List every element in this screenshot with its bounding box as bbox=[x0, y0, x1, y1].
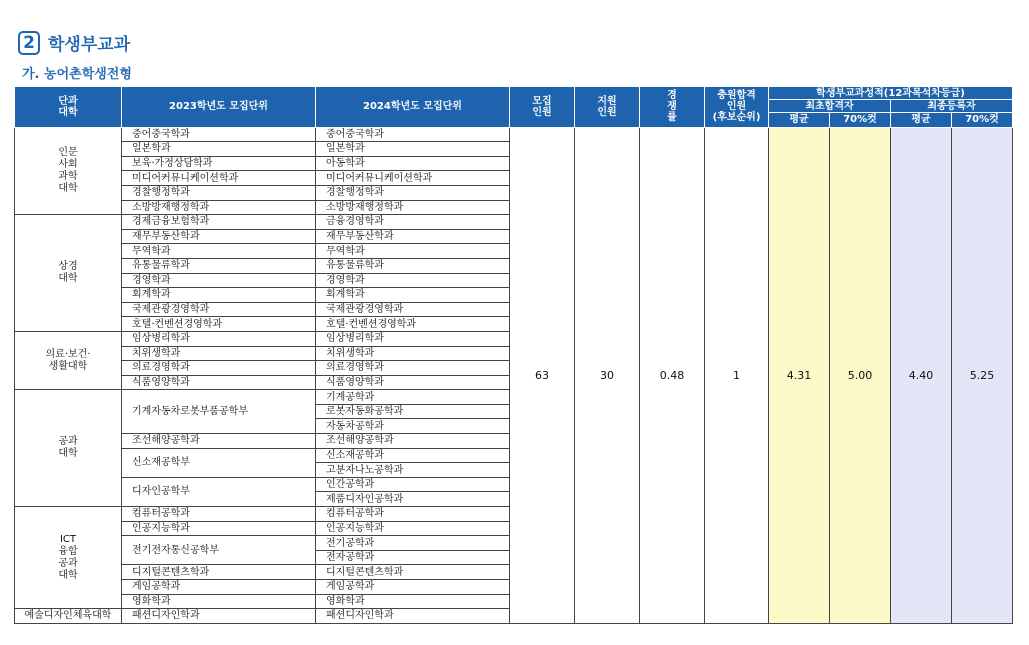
unit-2023-cell: 소방방재행정학과 bbox=[122, 200, 316, 215]
unit-2024-cell: 의료경영학과 bbox=[316, 361, 510, 376]
final-avg-value: 4.40 bbox=[891, 127, 952, 623]
college-cell: 상경 대학 bbox=[15, 215, 122, 332]
unit-2023-cell: 기계자동차로봇부품공학부 bbox=[122, 390, 316, 434]
unit-2023-cell: 유통물류학과 bbox=[122, 258, 316, 273]
unit-2024-cell: 경영학과 bbox=[316, 273, 510, 288]
unit-2024-cell: 조선해양공학과 bbox=[316, 434, 510, 449]
unit-2023-cell: 중어중국학과 bbox=[122, 127, 316, 142]
unit-2023-cell: 경찰행정학과 bbox=[122, 185, 316, 200]
header-rank: 충원합격 인원 (후보순위) bbox=[705, 87, 769, 128]
unit-2023-cell: 인공지능학과 bbox=[122, 521, 316, 536]
unit-2024-cell: 디지털콘텐츠학과 bbox=[316, 565, 510, 580]
quota-value: 63 bbox=[510, 127, 575, 623]
table-row bbox=[15, 127, 1013, 142]
unit-2024-cell: 국제관광경영학과 bbox=[316, 302, 510, 317]
unit-2023-cell: 디자인공학부 bbox=[122, 477, 316, 506]
unit-2024-cell: 경찰행정학과 bbox=[316, 185, 510, 200]
header-first-pass: 최초합격자 bbox=[769, 100, 891, 113]
unit-2023-cell: 의료경영학과 bbox=[122, 361, 316, 376]
final-cut-value: 5.25 bbox=[952, 127, 1013, 623]
unit-2024-cell: 영화학과 bbox=[316, 594, 510, 609]
header-quota: 모집 인원 bbox=[510, 87, 575, 128]
unit-2024-cell: 소방방재행정학과 bbox=[316, 200, 510, 215]
unit-2024-cell: 일본학과 bbox=[316, 142, 510, 157]
unit-2024-cell: 식품영양학과 bbox=[316, 375, 510, 390]
unit-2024-cell: 치위생학과 bbox=[316, 346, 510, 361]
header-college: 단과 대학 bbox=[15, 87, 122, 128]
unit-2024-cell: 무역학과 bbox=[316, 244, 510, 259]
section-title: 학생부교과 bbox=[48, 35, 131, 55]
unit-2024-cell: 중어중국학과 bbox=[316, 127, 510, 142]
unit-2023-cell: 게임공학과 bbox=[122, 580, 316, 595]
unit-2024-cell: 전기공학과 bbox=[316, 536, 510, 551]
unit-2023-cell: 무역학과 bbox=[122, 244, 316, 259]
unit-2023-cell: 호텔·컨벤션경영학과 bbox=[122, 317, 316, 332]
unit-2023-cell: 일본학과 bbox=[122, 142, 316, 157]
rank-value: 1 bbox=[705, 127, 769, 623]
header-ratio: 경 쟁 률 bbox=[640, 87, 705, 128]
unit-2024-cell: 고분자나노공학과 bbox=[316, 463, 510, 478]
unit-2024-cell: 아동학과 bbox=[316, 156, 510, 171]
unit-2023-cell: 디지털콘텐츠학과 bbox=[122, 565, 316, 580]
unit-2023-cell: 조선해양공학과 bbox=[122, 434, 316, 449]
unit-2024-cell: 인간공학과 bbox=[316, 477, 510, 492]
unit-2023-cell: 회계학과 bbox=[122, 288, 316, 303]
subsection-title: 가. 농어촌학생전형 bbox=[22, 67, 132, 82]
unit-2024-cell: 미디어커뮤니케이션학과 bbox=[316, 171, 510, 186]
unit-2023-cell: 임상병리학과 bbox=[122, 331, 316, 346]
unit-2024-cell: 제품디자인공학과 bbox=[316, 492, 510, 507]
header-final-reg: 최종등록자 bbox=[891, 100, 1013, 113]
college-cell: 의료·보건· 생활대학 bbox=[15, 331, 122, 389]
unit-2023-cell: 패션디자인학과 bbox=[122, 609, 316, 624]
applicants-value: 30 bbox=[575, 127, 640, 623]
first-cut-value: 5.00 bbox=[830, 127, 891, 623]
unit-2024-cell: 재무부동산학과 bbox=[316, 229, 510, 244]
header-final-avg: 평균 bbox=[891, 113, 952, 128]
unit-2023-cell: 경제금융보험학과 bbox=[122, 215, 316, 230]
unit-2024-cell: 신소재공학과 bbox=[316, 448, 510, 463]
unit-2023-cell: 국제관광경영학과 bbox=[122, 302, 316, 317]
header-unit-2023: 2023학년도 모집단위 bbox=[122, 87, 316, 128]
admission-results-table bbox=[14, 86, 1013, 624]
unit-2024-cell: 임상병리학과 bbox=[316, 331, 510, 346]
unit-2024-cell: 컴퓨터공학과 bbox=[316, 507, 510, 522]
header-final-cut: 70%컷 bbox=[952, 113, 1013, 128]
unit-2024-cell: 기계공학과 bbox=[316, 390, 510, 405]
first-avg-value: 4.31 bbox=[769, 127, 830, 623]
unit-2023-cell: 영화학과 bbox=[122, 594, 316, 609]
unit-2024-cell: 금융경영학과 bbox=[316, 215, 510, 230]
section-heading bbox=[18, 30, 130, 55]
unit-2024-cell: 자동차공학과 bbox=[316, 419, 510, 434]
unit-2023-cell: 신소재공학부 bbox=[122, 448, 316, 477]
ratio-value: 0.48 bbox=[640, 127, 705, 623]
header-grade-group: 학생부교과성적(12과목석차등급) bbox=[769, 87, 1013, 100]
college-cell: 예술디자인체육대학 bbox=[15, 609, 122, 624]
header-first-cut: 70%컷 bbox=[830, 113, 891, 128]
unit-2024-cell: 호텔·컨벤션경영학과 bbox=[316, 317, 510, 332]
header-unit-2024: 2024학년도 모집단위 bbox=[316, 87, 510, 128]
header-applicants: 지원 인원 bbox=[575, 87, 640, 128]
unit-2024-cell: 인공지능학과 bbox=[316, 521, 510, 536]
college-cell: 공과 대학 bbox=[15, 390, 122, 507]
unit-2024-cell: 게임공학과 bbox=[316, 580, 510, 595]
unit-2023-cell: 컴퓨터공학과 bbox=[122, 507, 316, 522]
unit-2024-cell: 전자공학과 bbox=[316, 550, 510, 565]
unit-2023-cell: 보육·가정상담학과 bbox=[122, 156, 316, 171]
unit-2024-cell: 패션디자인학과 bbox=[316, 609, 510, 624]
unit-2023-cell: 재무부동산학과 bbox=[122, 229, 316, 244]
college-cell: 인문 사회 과학 대학 bbox=[15, 127, 122, 215]
unit-2023-cell: 경영학과 bbox=[122, 273, 316, 288]
unit-2023-cell: 전기전자통신공학부 bbox=[122, 536, 316, 565]
unit-2023-cell: 치위생학과 bbox=[122, 346, 316, 361]
unit-2023-cell: 식품영양학과 bbox=[122, 375, 316, 390]
unit-2024-cell: 로봇자동화공학과 bbox=[316, 404, 510, 419]
header-first-avg: 평균 bbox=[769, 113, 830, 128]
section-number-badge: 2 bbox=[18, 31, 40, 55]
unit-2024-cell: 유통물류학과 bbox=[316, 258, 510, 273]
college-cell: ICT 융합 공과 대학 bbox=[15, 507, 122, 609]
unit-2024-cell: 회계학과 bbox=[316, 288, 510, 303]
unit-2023-cell: 미디어커뮤니케이션학과 bbox=[122, 171, 316, 186]
